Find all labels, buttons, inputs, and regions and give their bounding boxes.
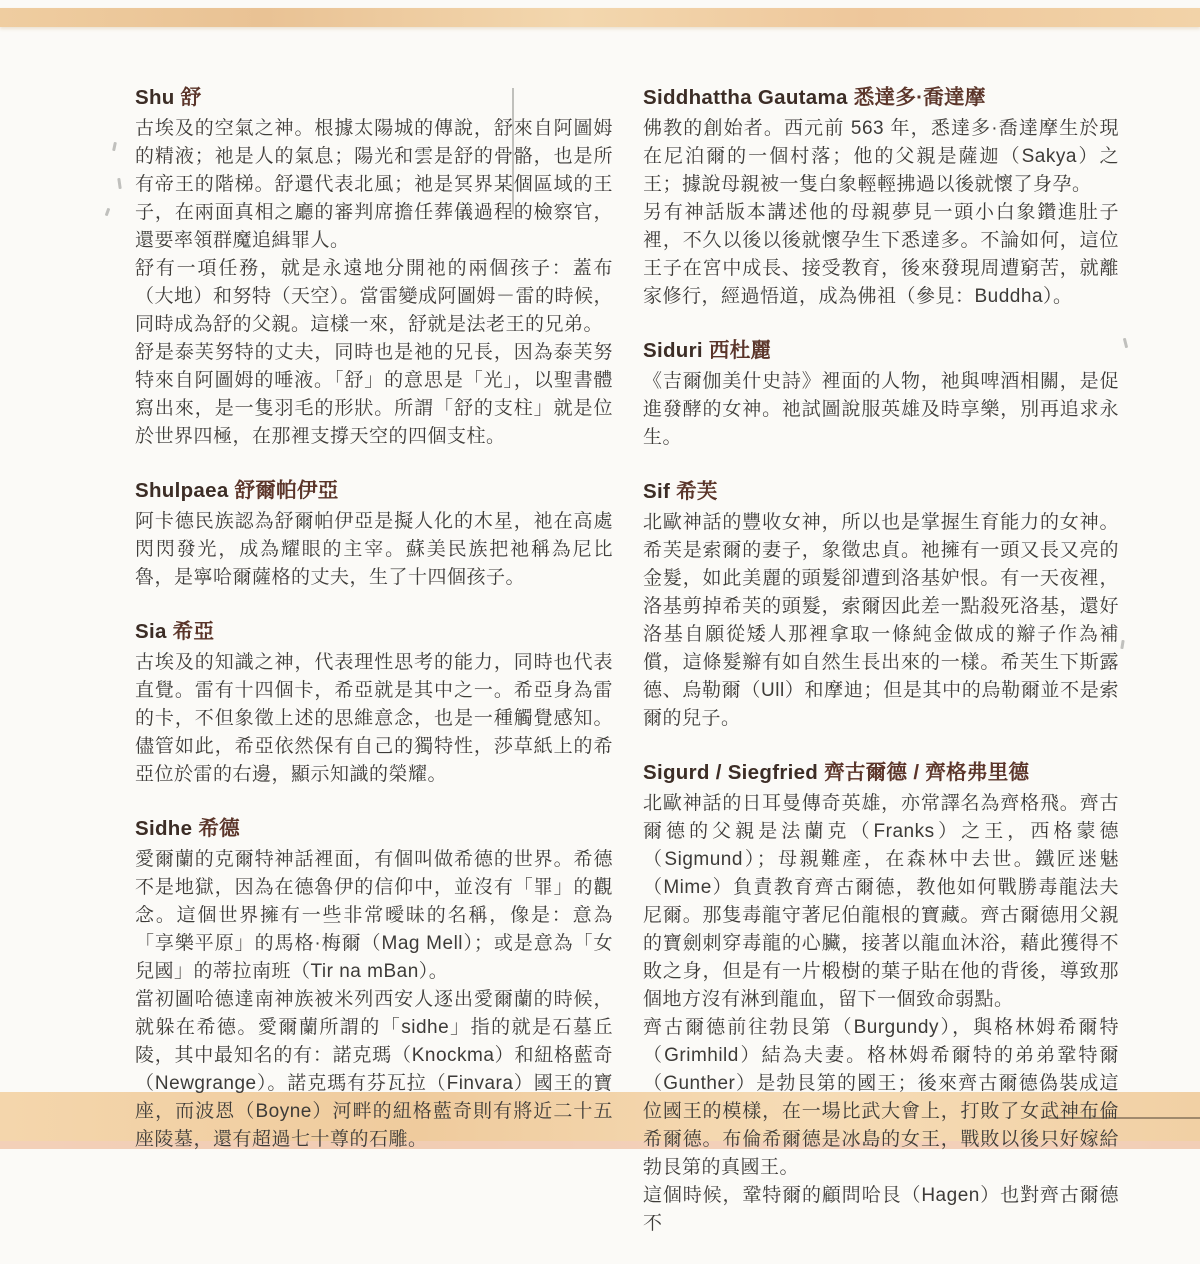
entry-heading-en: Sia bbox=[135, 620, 167, 643]
entry-heading bbox=[643, 84, 1119, 111]
scan-speck bbox=[105, 208, 111, 217]
right-text-column bbox=[643, 84, 1119, 1264]
entry-paragraph: 舒是泰芙努特的丈夫，同時也是祂的兄長，因為泰芙努特來自阿圖姆的唾液。「舒」的意思是「光」，以聖書體寫出來，是一隻羽毛的形狀。所謂「舒的支柱」就是位於世界四極，在那裡支撐天空的四個支柱。 bbox=[135, 342, 613, 447]
entry-heading-en: Siddhattha Gautama bbox=[643, 86, 848, 109]
entry-heading bbox=[135, 618, 613, 645]
top-edge-strip bbox=[0, 8, 1200, 27]
scan-speck bbox=[1123, 338, 1128, 348]
entry-heading-zh: 希亞 bbox=[172, 620, 215, 643]
entry-heading bbox=[135, 84, 613, 111]
entry-heading-zh: 希德 bbox=[198, 817, 240, 840]
entry-heading-zh: 舒爾帕伊亞 bbox=[234, 479, 339, 502]
entry-siddhattha-gautama bbox=[643, 84, 1119, 311]
entry-paragraph: 舒有一項任務，就是永遠地分開祂的兩個孩子：蓋布（大地）和努特（天空）。當雷變成阿圖姆－雷的時候，同時成為舒的父親。這樣一來，舒就是法老王的兄弟。 bbox=[135, 258, 614, 335]
entry-paragraph: 古埃及的知識之神，代表理性思考的能力，同時也代表直覺。雷有十四個卡，希亞就是其中之一。希亞身為雷的卡，不但象徵上述的思維意念，也是一種觸覺感知。儘管如此，希亞依然保有自己的獨特性，莎草紙上的希亞位於雷的右邊，顯示知識的榮耀。 bbox=[135, 652, 613, 785]
entry-heading bbox=[643, 759, 1119, 786]
entry-heading-en: Shulpaea bbox=[135, 479, 229, 502]
entry-sigurd-siegfried bbox=[643, 759, 1119, 1238]
entry-paragraph: 北歐神話的日耳曼傳奇英雄，亦常譯名為齊格飛。齊古爾德的父親是法蘭克（Franks）之王，西格蒙德（Sigmund）；母親難產，在森林中去世。鐵匠迷魅（Mime）負責教育齊古爾德，教他如何戰勝毒龍法夫尼爾。那隻毒龍守著尼伯龍根的寶藏。齊古爾德用父親的寶劍刺穿毒龍的心臟，接著以龍血沐浴，藉此獲得不敗之身，但是有一片椴樹的葉子貼在他的背後，導致那個地方沒有淋到龍血，留下一個致命弱點。 bbox=[643, 793, 1119, 1010]
entry-paragraph: 齊古爾德前往勃艮第（Burgundy），與格林姆希爾特（Grimhild）結為夫妻。格林姆希爾特的弟弟鞏特爾（Gunther）是勃艮第的國王；後來齊古爾德偽裝成這位國王的模樣，在一場比武大會上，打敗了女武神布倫希爾德。布倫希爾德是冰島的女王，戰敗以後只好嫁給勃艮第的真國王。 bbox=[643, 1017, 1119, 1178]
entry-paragraph: 另有神話版本講述他的母親夢見一頭小白象鑽進肚子裡，不久以後以後就懷孕生下悉達多。不論如何，這位王子在宮中成長、接受教育，後來發現周遭窮苦，就離家修行，經過悟道，成為佛祖（參見：Buddha）。 bbox=[643, 202, 1119, 307]
entry-siduri bbox=[643, 337, 1119, 452]
entry-sidhe bbox=[135, 815, 613, 1154]
entry-heading-zh: 西杜麗 bbox=[708, 339, 772, 362]
entry-heading-en: Sif bbox=[643, 480, 671, 503]
entry-heading bbox=[643, 337, 1119, 364]
left-text-column bbox=[135, 84, 613, 1180]
entry-sia bbox=[135, 618, 613, 789]
entry-heading-zh: 齊古爾德 / 齊格弗里德 bbox=[824, 761, 1030, 784]
entry-heading-en: Sigurd / Siegfried bbox=[643, 761, 819, 784]
scan-speck bbox=[112, 142, 117, 151]
entry-shulpaea bbox=[135, 477, 613, 592]
entry-paragraph: 佛教的創始者。西元前 563 年，悉達多·喬達摩生於現在尼泊爾的一個村落；他的父親是薩迦（Sakya）之王；據說母親被一隻白象輕輕拂過以後就懷了身孕。 bbox=[643, 118, 1119, 195]
entry-paragraph: 當初圖哈德達南神族被米列西安人逐出愛爾蘭的時候，就躲在希德。愛爾蘭所謂的「sidhe」指的就是石墓丘陵，其中最知名的有：諾克瑪（Knockma）和紐格藍奇（Newgrange）。諾克瑪有芬瓦拉（Finvara）國王的寶座，而波恩（Boyne）河畔的紐格藍奇則有將近二十五座陵墓，還有超過七十尊的石雕。 bbox=[135, 989, 613, 1150]
entry-paragraph: 古埃及的空氣之神。根據太陽城的傳說，舒來自阿圖姆的精液；祂是人的氣息；陽光和雲是舒的骨骼，也是所有帝王的階梯。舒還代表北風；祂是冥界某個區域的王子，在兩面真相之廳的審判席擔任葬儀過程的檢察官，還要率領群魔追緝罪人。 bbox=[135, 118, 613, 251]
entry-paragraph: 《吉爾伽美什史詩》裡面的人物，祂與啤酒相關，是促進發酵的女神。祂試圖說服英雄及時享樂，別再追求永生。 bbox=[643, 371, 1119, 448]
entry-heading bbox=[135, 477, 613, 504]
entry-paragraph: 北歐神話的豐收女神，所以也是掌握生育能力的女神。希芙是索爾的妻子，象徵忠貞。祂擁有一頭又長又亮的金髮，如此美麗的頭髮卻遭到洛基妒恨。有一天夜裡，洛基剪掉希芙的頭髮，索爾因此差一點殺死洛基，還好洛基自願從矮人那裡拿取一條純金做成的辮子作為補償，這條髮辮有如自然生長出來的一樣。希芙生下斯露德、烏勒爾（Ull）和摩迪；但是其中的烏勒爾並不是索爾的兒子。 bbox=[643, 512, 1119, 729]
entry-heading-en: Sidhe bbox=[135, 817, 193, 840]
entry-heading bbox=[135, 815, 613, 842]
entry-heading-zh: 希芙 bbox=[676, 480, 718, 503]
scan-speck bbox=[117, 178, 122, 189]
entry-sif bbox=[643, 478, 1119, 733]
entry-heading bbox=[643, 478, 1119, 505]
entry-paragraph: 這個時候，鞏特爾的顧問哈艮（Hagen）也對齊古爾德不 bbox=[643, 1185, 1119, 1234]
scan-speck bbox=[1120, 640, 1124, 649]
entry-paragraph: 阿卡德民族認為舒爾帕伊亞是擬人化的木星，祂在高處閃閃發光，成為耀眼的主宰。蘇美民族把祂稱為尼比魯，是寧哈爾薩格的丈夫，生了十四個孩子。 bbox=[135, 511, 613, 588]
entry-heading-en: Shu bbox=[135, 86, 175, 109]
entry-heading-zh: 悉達多·喬達摩 bbox=[853, 86, 986, 109]
entry-shu bbox=[135, 84, 613, 451]
entry-paragraph: 愛爾蘭的克爾特神話裡面，有個叫做希德的世界。希德不是地獄，因為在德魯伊的信仰中，並沒有「罪」的觀念。這個世界擁有一些非常曖昧的名稱，像是：意為「享樂平原」的馬格·梅爾（Mag Mell）；或是意為「女兒國」的蒂拉南班（Tir na mBan）。 bbox=[135, 849, 613, 982]
entry-heading-zh: 舒 bbox=[180, 86, 202, 109]
entry-heading-en: Siduri bbox=[643, 339, 703, 362]
